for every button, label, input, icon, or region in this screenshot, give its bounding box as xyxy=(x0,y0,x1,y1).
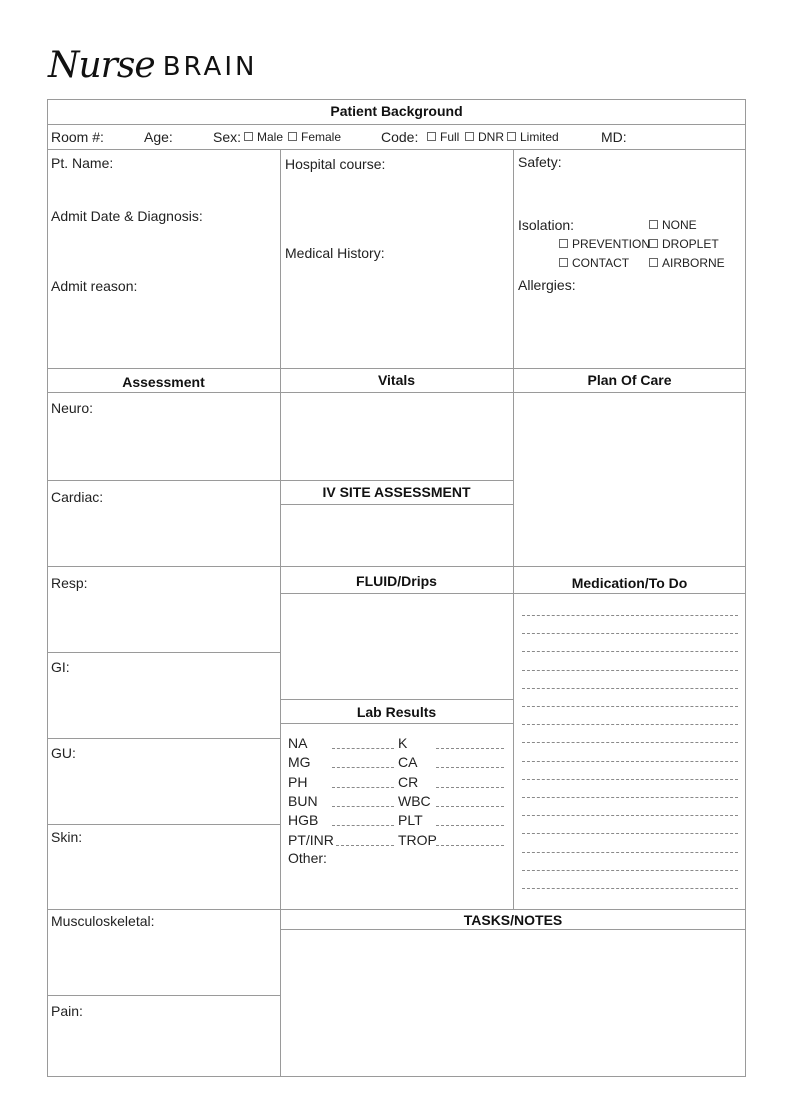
assessment-skin: Skin: xyxy=(51,829,83,845)
sex-label: Sex: xyxy=(213,129,242,145)
iv-site-title: IV SITE ASSESSMENT xyxy=(322,484,471,500)
sex-option-male-label: Male xyxy=(257,130,284,144)
medication-line[interactable] xyxy=(522,833,738,834)
sex-option-female-label: Female xyxy=(301,130,342,144)
lab-mg: MG xyxy=(288,754,311,770)
isolation-option-prevention[interactable] xyxy=(559,237,650,251)
column-divider xyxy=(513,149,514,909)
checkbox-icon xyxy=(244,132,253,141)
checkbox-icon xyxy=(427,132,436,141)
lab-ph: PH xyxy=(288,774,308,790)
medication-line[interactable] xyxy=(522,870,738,871)
isolation-option-prevention-label: PREVENTION xyxy=(572,237,651,251)
assessment-gu: GU: xyxy=(51,745,76,761)
medication-line[interactable] xyxy=(522,724,738,725)
assessment-title: Assessment xyxy=(122,374,205,390)
medication-line[interactable] xyxy=(522,633,738,634)
admit-date-label: Admit Date & Diagnosis: xyxy=(51,208,203,224)
code-option-dnr[interactable] xyxy=(465,130,504,144)
medication-line[interactable] xyxy=(522,742,738,743)
checkbox-icon xyxy=(559,239,568,248)
lab-fill-line[interactable] xyxy=(436,845,504,846)
isolation-option-droplet-label: DROPLET xyxy=(662,237,719,251)
lab-other: Other: xyxy=(288,850,327,866)
lab-fill-line[interactable] xyxy=(332,806,394,807)
lab-fill-line[interactable] xyxy=(436,806,504,807)
divider xyxy=(280,504,513,505)
assessment-musculoskeletal: Musculoskeletal: xyxy=(51,913,155,929)
lab-fill-line[interactable] xyxy=(436,767,504,768)
lab-fill-line[interactable] xyxy=(332,748,394,749)
patient-background-title: Patient Background xyxy=(330,103,463,119)
safety-label: Safety: xyxy=(518,154,562,170)
medication-line[interactable] xyxy=(522,779,738,780)
medication-line[interactable] xyxy=(522,761,738,762)
lab-fill-line[interactable] xyxy=(332,767,394,768)
code-option-full[interactable] xyxy=(427,130,459,144)
code-option-limited-label: Limited xyxy=(520,130,559,144)
hospital-course-label: Hospital course: xyxy=(285,156,386,172)
divider xyxy=(47,909,746,910)
divider xyxy=(47,149,746,150)
title-script-word: Nurse xyxy=(48,45,155,86)
divider xyxy=(47,392,746,393)
code-option-full-label: Full xyxy=(440,130,460,144)
md-label: MD: xyxy=(601,129,627,145)
divider xyxy=(47,480,280,481)
checkbox-icon xyxy=(559,258,568,267)
lab-hgb: HGB xyxy=(288,812,319,828)
lab-wbc: WBC xyxy=(398,793,431,809)
lab-trop: TROP xyxy=(398,832,437,848)
divider xyxy=(47,368,746,369)
lab-bun: BUN xyxy=(288,793,318,809)
vitals-title: Vitals xyxy=(377,372,416,388)
lab-fill-line[interactable] xyxy=(332,825,394,826)
isolation-option-none-label: NONE xyxy=(662,218,697,232)
assessment-pain: Pain: xyxy=(51,1003,83,1019)
medication-title: Medication/To Do xyxy=(571,575,688,591)
medication-line[interactable] xyxy=(522,706,738,707)
lab-na: NA xyxy=(288,735,308,751)
medication-line[interactable] xyxy=(522,651,738,652)
divider xyxy=(280,699,513,700)
divider xyxy=(47,124,746,125)
lab-ptinr: PT/INR xyxy=(288,832,334,848)
column-divider xyxy=(280,149,281,1077)
checkbox-icon xyxy=(649,239,658,248)
medication-line[interactable] xyxy=(522,852,738,853)
checkbox-icon xyxy=(649,220,658,229)
age-label: Age: xyxy=(144,129,173,145)
lab-fill-line[interactable] xyxy=(436,748,504,749)
tasks-title: TASKS/NOTES xyxy=(463,912,563,928)
checkbox-icon xyxy=(507,132,516,141)
title-brand-word: BRAIN xyxy=(162,52,258,82)
divider xyxy=(280,480,513,481)
assessment-neuro: Neuro: xyxy=(51,400,94,416)
isolation-option-airborne[interactable] xyxy=(649,256,725,270)
lab-k: K xyxy=(398,735,408,751)
lab-cr: CR xyxy=(398,774,419,790)
isolation-option-airborne-label: AIRBORNE xyxy=(662,256,725,270)
plan-of-care-title: Plan Of Care xyxy=(587,372,672,388)
lab-plt: PLT xyxy=(398,812,423,828)
isolation-option-droplet[interactable] xyxy=(649,237,719,251)
code-option-limited[interactable] xyxy=(507,130,559,144)
medication-line[interactable] xyxy=(522,615,738,616)
code-label: Code: xyxy=(381,129,419,145)
medical-history-label: Medical History: xyxy=(285,245,385,261)
medication-line[interactable] xyxy=(522,670,738,671)
code-option-dnr-label: DNR xyxy=(478,130,504,144)
admit-reason-label: Admit reason: xyxy=(51,278,138,294)
medication-line[interactable] xyxy=(522,797,738,798)
document-title xyxy=(48,36,257,86)
assessment-cardiac: Cardiac: xyxy=(51,489,104,505)
isolation-label: Isolation: xyxy=(518,217,575,233)
divider xyxy=(47,566,746,567)
medication-line[interactable] xyxy=(522,815,738,816)
assessment-resp: Resp: xyxy=(51,575,88,591)
divider xyxy=(47,652,280,653)
checkbox-icon xyxy=(649,258,658,267)
lab-fill-line[interactable] xyxy=(336,845,394,846)
checkbox-icon xyxy=(465,132,474,141)
room-label: Room #: xyxy=(51,129,104,145)
divider xyxy=(47,824,280,825)
sex-option-male[interactable] xyxy=(244,130,283,144)
fluid-title: FLUID/Drips xyxy=(356,573,437,589)
divider xyxy=(280,929,746,930)
checkbox-icon xyxy=(288,132,297,141)
lab-ca: CA xyxy=(398,754,418,770)
isolation-option-none[interactable] xyxy=(649,218,697,232)
lab-fill-line[interactable] xyxy=(332,787,394,788)
divider xyxy=(280,723,513,724)
assessment-gi: GI: xyxy=(51,659,70,675)
pt-name-label: Pt. Name: xyxy=(51,155,114,171)
medication-line[interactable] xyxy=(522,688,738,689)
lab-fill-line[interactable] xyxy=(436,825,504,826)
isolation-option-contact[interactable] xyxy=(559,256,629,270)
isolation-option-contact-label: CONTACT xyxy=(572,256,630,270)
sex-option-female[interactable] xyxy=(288,130,341,144)
divider xyxy=(47,995,280,996)
divider xyxy=(47,738,280,739)
lab-fill-line[interactable] xyxy=(436,787,504,788)
allergies-label: Allergies: xyxy=(518,277,576,293)
lab-results-title: Lab Results xyxy=(356,704,437,720)
medication-line[interactable] xyxy=(522,888,738,889)
